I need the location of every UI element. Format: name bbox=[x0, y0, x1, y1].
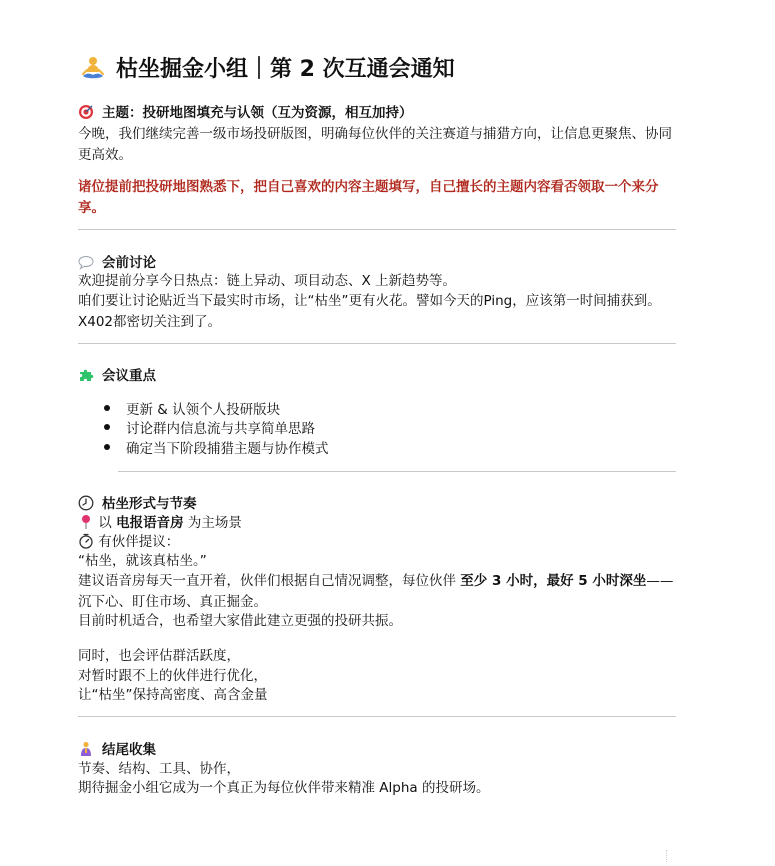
quote-text: “枯坐，就该真枯坐。” bbox=[78, 553, 207, 569]
meditation-person-icon bbox=[80, 55, 106, 81]
detail-text bbox=[78, 571, 678, 613]
closing-line1: 节奏、结构、工具、协作， bbox=[78, 761, 240, 777]
bullet bbox=[104, 444, 110, 450]
pre-discussion-heading: 会前讨论 bbox=[102, 255, 156, 271]
pre-discussion-heading-row bbox=[78, 253, 156, 273]
topic-heading-row bbox=[78, 103, 413, 123]
target-icon bbox=[78, 104, 94, 120]
detail-duration: 至少 3 小时，最好 5 小时深坐 bbox=[460, 573, 647, 589]
divider bbox=[118, 471, 676, 472]
bullet bbox=[104, 424, 110, 430]
closing-line2: 期待掘金小组它成为一个真正为每位伙伴带来精准 Alpha 的投研场。 bbox=[78, 780, 490, 796]
list-item bbox=[104, 439, 329, 459]
venue-name: 电报语音房 bbox=[116, 515, 184, 531]
topic-heading: 主题：投研地图填充与认领（互为资源，相互加持） bbox=[102, 105, 413, 121]
detail-suffix: ——沉下心、盯住市场、真正掘金。 bbox=[78, 573, 674, 610]
eval-line1: 同时，也会评估群活跃度， bbox=[78, 648, 240, 664]
stopwatch-icon bbox=[78, 533, 94, 549]
divider bbox=[78, 716, 676, 717]
eval-line2: 对暂时跟不上的伙伴进行优化， bbox=[78, 668, 267, 684]
pre-discussion-line1: 欢迎提前分享今日热点：链上异动、项目动态、X 上新趋势等。 bbox=[78, 273, 457, 289]
topic-body: 今晚，我们继续完善一级市场投研版图，明确每位伙伴的关注赛道与捕猎方向，让信息更聚焦、协同更高效。 bbox=[78, 126, 672, 163]
venue-prefix: 以 bbox=[94, 515, 117, 531]
speech-bubble-icon bbox=[78, 254, 94, 270]
list-item-text: 讨论群内信息流与共享简单思路 bbox=[126, 421, 315, 437]
key-points-heading-row bbox=[78, 366, 156, 386]
venue-suffix: 为主场景 bbox=[183, 515, 242, 531]
format-heading-row bbox=[78, 494, 197, 514]
list-item bbox=[104, 400, 280, 420]
list-item-text: 确定当下阶段捕猎主题与协作模式 bbox=[126, 441, 329, 457]
pushpin-icon bbox=[78, 514, 94, 530]
venue-line bbox=[78, 513, 242, 533]
key-points-heading: 会议重点 bbox=[102, 368, 156, 384]
page-title bbox=[80, 52, 455, 83]
eval-line3: 让“枯坐”保持高密度、高含金量 bbox=[78, 687, 268, 703]
closing-heading-row bbox=[78, 740, 156, 760]
title-text: 枯坐掘金小组｜第 2 次互通会通知 bbox=[116, 57, 455, 82]
bullet bbox=[104, 405, 110, 411]
list-item-text: 更新 & 认领个人投研版块 bbox=[126, 402, 281, 418]
list-item bbox=[104, 419, 315, 439]
detail-prefix: 建议语音房每天一直开着，伙伴们根据自己情况调整，每位伙伴 bbox=[78, 573, 461, 589]
divider bbox=[78, 229, 676, 230]
closing-heading: 结尾收集 bbox=[102, 742, 156, 758]
format-heading: 枯坐形式与节奏 bbox=[102, 496, 197, 512]
proposal-text: 有伙伴提议： bbox=[94, 534, 180, 550]
praying-person-icon bbox=[78, 741, 94, 757]
puzzle-icon bbox=[78, 367, 94, 383]
page-marker bbox=[666, 850, 673, 862]
notice-text: 诸位提前把投研地图熟悉下，把自己喜欢的内容主题填写，自己擅长的主题内容看否领取一个来分享。 bbox=[78, 179, 659, 216]
timing-text: 目前时机适合，也希望大家借此建立更强的投研共振。 bbox=[78, 613, 402, 629]
proposal-line bbox=[78, 532, 179, 552]
divider bbox=[78, 343, 676, 344]
clock-icon bbox=[78, 495, 94, 511]
pre-discussion-line2: 咱们要让讨论贴近当下最实时市场，让“枯坐”更有火花。譬如今天的Ping，应该第一时间捕获到。X402都密切关注到了。 bbox=[78, 293, 661, 330]
